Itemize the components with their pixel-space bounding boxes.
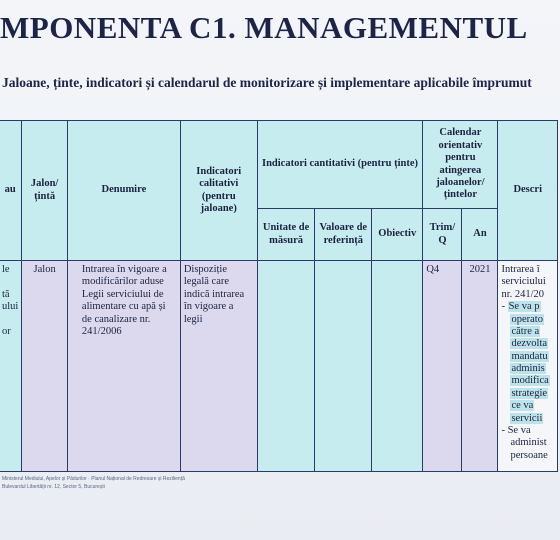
header-valoare-referinta: Valoare de referință <box>315 209 372 261</box>
descriere-bullet-2: - Se va <box>501 424 531 436</box>
row-obiectiv <box>372 261 423 472</box>
header-trim: Trim/ Q <box>423 209 462 261</box>
page-footer <box>2 476 185 491</box>
milestones-table <box>0 120 558 472</box>
row-valoare-referinta <box>315 261 372 472</box>
header-nr-fragment: au <box>0 121 22 261</box>
header-indicatori-calitativi: Indicatori calitativi (pentru jaloane) <box>180 121 257 261</box>
header-an: An <box>462 209 498 261</box>
row-descriere: Intrarea î serviciului nr. 241/20 - Se va p operato către a dezvolta mandatu adminis modifica strategie ce va servicii - Se va administ persoane <box>498 261 558 472</box>
header-denumire: Denumire <box>67 121 180 261</box>
table-caption: Jaloane, ținte, indicatori și calendarul de monitorizare și implementare aplicabile împrumut <box>2 75 532 90</box>
header-calendar: Calendar orientativ pentru atingerea jaloanelor/ țintelor <box>423 121 498 209</box>
page-heading: MPONENTA C1. MANAGEMENTUL <box>0 10 528 45</box>
descriere-bullet-1: - Se va p <box>501 301 540 313</box>
row-nr-fragments: le tă ului or <box>0 261 22 472</box>
header-obiectiv: Obiectiv <box>372 209 423 261</box>
row-jalon: Jalon <box>22 261 68 472</box>
footer-line-2: Bulevardul Libertății nr. 12, Sector 5, București <box>2 483 105 490</box>
row-unitate-masura <box>257 261 315 472</box>
table-row <box>0 261 558 472</box>
header-jalon-tinta: Jalon/ țintă <box>22 121 68 261</box>
header-indicatori-cantitativi: Indicatori cantitativi (pentru ținte) <box>257 121 423 209</box>
row-denumire: Intrarea în vigoare a modificărilor aduse Legii serviciului de alimentare cu apă și de canalizare nr. 241/2006 <box>67 261 180 472</box>
header-row <box>0 121 558 209</box>
header-descriere: Descri <box>498 121 558 261</box>
header-unitate-masura: Unitate de măsură <box>257 209 315 261</box>
row-an: 2021 <box>462 261 498 472</box>
row-trim: Q4 <box>423 261 462 472</box>
row-indicator-calitativ: Dispoziție legală care indică intrarea în vigoare a legii <box>180 261 257 472</box>
footer-line-1: Ministerul Mediului, Apelor și Pădurilor · Planul Național de Redresare și Reziliență <box>2 476 185 482</box>
